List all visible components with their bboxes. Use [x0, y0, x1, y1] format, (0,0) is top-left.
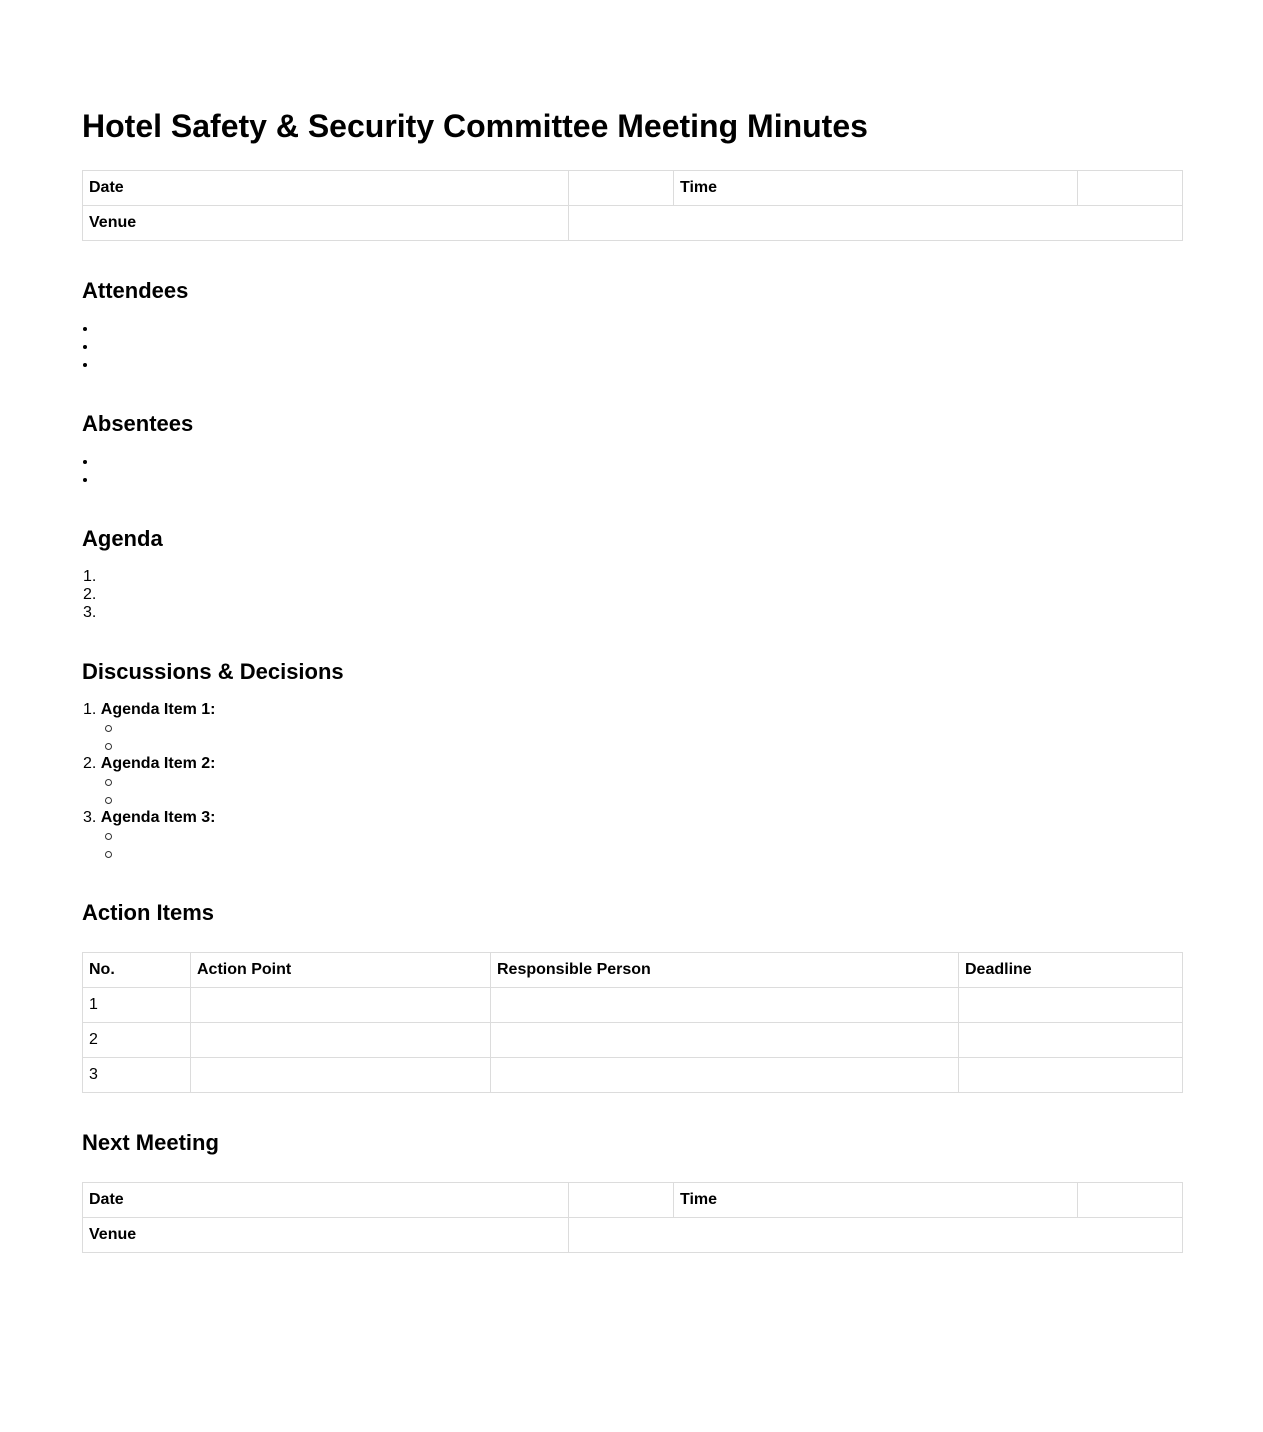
discussions-list	[82, 701, 1181, 863]
cell-no: 2	[83, 1023, 191, 1058]
venue-value[interactable]	[569, 206, 1183, 241]
agenda-heading: Agenda	[82, 526, 163, 551]
item-number: 2.	[83, 586, 97, 603]
absentees-list	[82, 453, 1181, 489]
sub-item	[103, 737, 1181, 755]
item-number: 1.	[83, 701, 97, 718]
list-item	[83, 338, 1181, 356]
cell-deadline[interactable]	[959, 1023, 1183, 1058]
list-item	[83, 809, 1181, 863]
column-header: Action Point	[191, 953, 491, 988]
item-number: 2.	[83, 755, 97, 772]
time-value[interactable]	[1078, 1183, 1183, 1218]
list-item	[83, 701, 1181, 755]
list-item	[83, 586, 1181, 604]
list-item	[83, 356, 1181, 374]
agenda-item-label: Agenda Item 3:	[100, 809, 216, 826]
item-number: 3.	[83, 809, 97, 826]
cell-person[interactable]	[491, 1058, 959, 1093]
attendees-list	[82, 320, 1181, 374]
venue-label: Venue	[83, 1218, 569, 1253]
column-header: No.	[83, 953, 191, 988]
page-title: Hotel Safety & Security Committee Meeting Minutes	[82, 108, 868, 144]
cell-no: 3	[83, 1058, 191, 1093]
sub-item	[103, 719, 1181, 737]
date-label: Date	[83, 171, 569, 206]
next-meeting-table	[82, 1182, 1183, 1253]
date-value[interactable]	[569, 171, 674, 206]
item-number: 3.	[83, 604, 97, 621]
cell-action[interactable]	[191, 1058, 491, 1093]
time-value[interactable]	[1078, 171, 1183, 206]
item-number: 1.	[83, 568, 97, 585]
cell-deadline[interactable]	[959, 1058, 1183, 1093]
time-label: Time	[674, 171, 1078, 206]
cell-person[interactable]	[491, 1023, 959, 1058]
list-item	[83, 453, 1181, 471]
list-item	[83, 471, 1181, 489]
cell-no: 1	[83, 988, 191, 1023]
sub-item	[103, 845, 1181, 863]
action-items-heading: Action Items	[82, 900, 215, 925]
cell-action[interactable]	[191, 1023, 491, 1058]
sub-list	[83, 827, 1181, 863]
time-label: Time	[674, 1183, 1078, 1218]
column-header: Responsible Person	[491, 953, 959, 988]
cell-person[interactable]	[491, 988, 959, 1023]
list-item	[83, 568, 1181, 586]
sub-item	[103, 827, 1181, 845]
sub-list	[83, 719, 1181, 755]
next-meeting-heading: Next Meeting	[82, 1130, 219, 1155]
date-label: Date	[83, 1183, 569, 1218]
table-row	[83, 988, 1183, 1023]
agenda-list	[82, 568, 1181, 622]
meeting-info-table	[82, 170, 1183, 241]
agenda-item-label: Agenda Item 2:	[100, 755, 216, 772]
action-items-table	[82, 952, 1183, 1093]
venue-value[interactable]	[569, 1218, 1183, 1253]
list-item	[83, 604, 1181, 622]
sub-list	[83, 773, 1181, 809]
sub-item	[103, 773, 1181, 791]
agenda-item-label: Agenda Item 1:	[100, 701, 216, 718]
venue-label: Venue	[83, 206, 569, 241]
column-header: Deadline	[959, 953, 1183, 988]
cell-action[interactable]	[191, 988, 491, 1023]
table-row	[83, 1058, 1183, 1093]
list-item	[83, 755, 1181, 809]
absentees-heading: Absentees	[82, 411, 194, 436]
discussions-heading: Discussions & Decisions	[82, 659, 344, 684]
list-item	[83, 320, 1181, 338]
sub-item	[103, 791, 1181, 809]
table-row	[83, 1023, 1183, 1058]
attendees-heading: Attendees	[82, 278, 189, 303]
cell-deadline[interactable]	[959, 988, 1183, 1023]
date-value[interactable]	[569, 1183, 674, 1218]
